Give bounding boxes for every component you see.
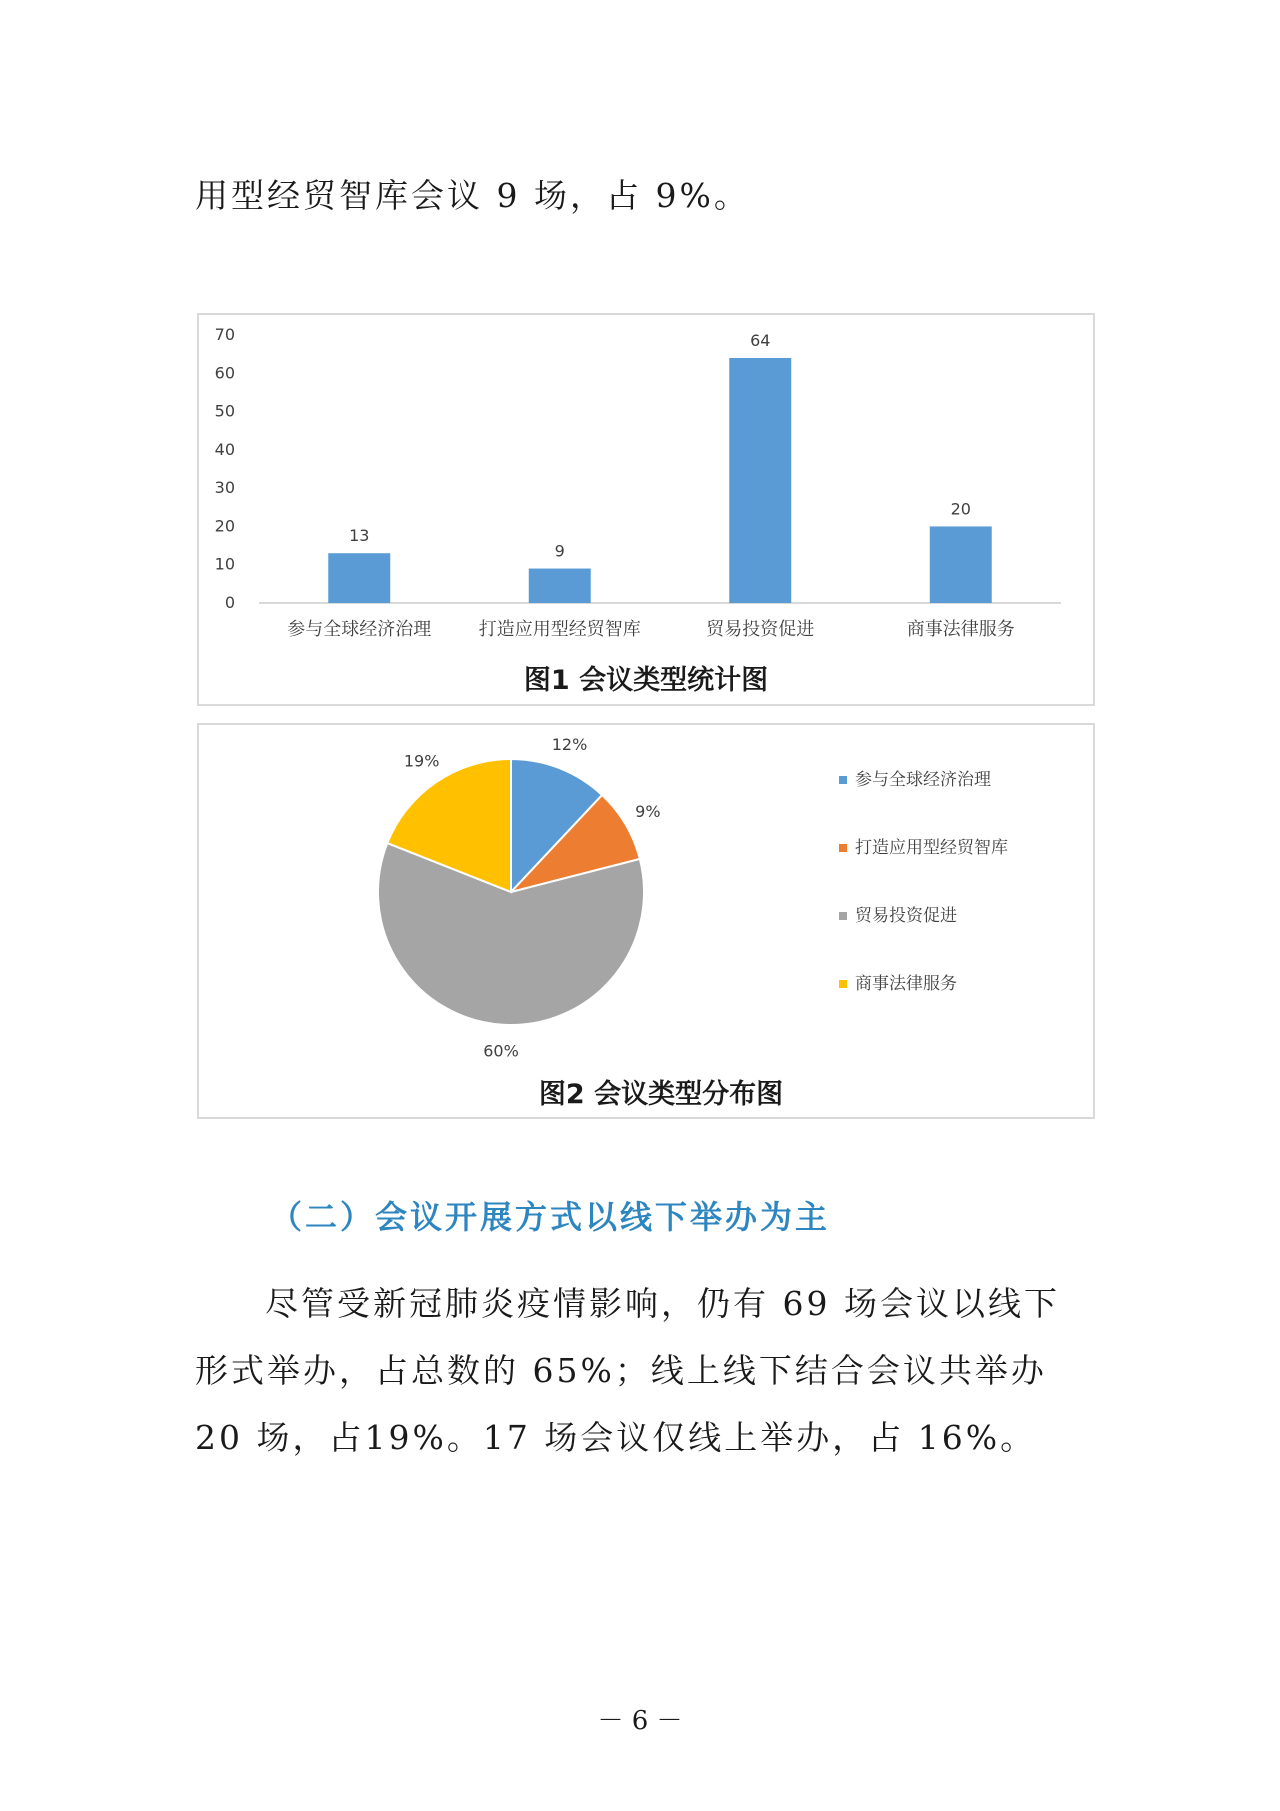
pie-data-label: 9% — [635, 802, 661, 822]
bar — [529, 569, 591, 603]
legend-label: 打造应用型经贸智库 — [855, 838, 1008, 858]
y-tick-label: 50 — [214, 401, 235, 421]
legend-label: 参与全球经济治理 — [855, 770, 991, 790]
bar — [930, 526, 992, 603]
bar — [729, 358, 791, 603]
y-tick-label: 30 — [214, 478, 235, 498]
x-category-label: 商事法律服务 — [906, 619, 1015, 640]
pie-data-label: 19% — [403, 751, 440, 771]
legend-swatch — [839, 776, 847, 784]
x-category-label: 打造应用型经贸智库 — [478, 619, 641, 640]
x-category-label: 贸易投资促进 — [706, 619, 815, 640]
bar-data-label: 9 — [554, 541, 565, 561]
body-paragraph: 尽管受新冠肺炎疫情影响，仍有 69 场会议以线下形式举办，占总数的 65%；线上线下结合会议共举办 20 场，占19%。17 场会议仅线上举办，占 16%。 — [195, 1284, 1060, 1457]
bar-data-label: 13 — [349, 526, 370, 546]
legend-label: 商事法律服务 — [855, 974, 957, 994]
y-tick-label: 0 — [224, 593, 235, 612]
bar-chart — [199, 315, 1093, 704]
section-heading: （二）会议开展方式以线下举办为主 — [270, 1198, 831, 1236]
pie-data-label: 60% — [483, 1041, 519, 1061]
top-paragraph: 用型经贸智库会议 9 场，占 9%。 — [195, 176, 750, 215]
y-tick-label: 60 — [214, 363, 235, 383]
y-tick-label: 40 — [214, 439, 235, 459]
legend-label: 贸易投资促进 — [855, 906, 957, 926]
legend-swatch — [839, 980, 847, 988]
chart-title: 图1 会议类型统计图 — [523, 665, 769, 696]
pie-chart — [199, 725, 1093, 1117]
pie-chart-panel — [197, 723, 1095, 1119]
x-category-label: 参与全球经济治理 — [287, 619, 432, 640]
y-tick-label: 20 — [214, 516, 235, 536]
pie-data-label: 12% — [551, 735, 588, 755]
legend-swatch — [839, 844, 847, 852]
bar-chart-panel — [197, 313, 1095, 706]
chart-title: 图2 会议类型分布图 — [538, 1079, 784, 1110]
y-tick-label: 10 — [214, 554, 235, 574]
page-number: － 6 － — [597, 1706, 683, 1736]
legend-swatch — [839, 912, 847, 920]
bar — [328, 553, 390, 603]
bar-data-label: 20 — [950, 499, 971, 519]
bar-data-label: 64 — [750, 330, 771, 350]
y-tick-label: 70 — [214, 325, 235, 344]
